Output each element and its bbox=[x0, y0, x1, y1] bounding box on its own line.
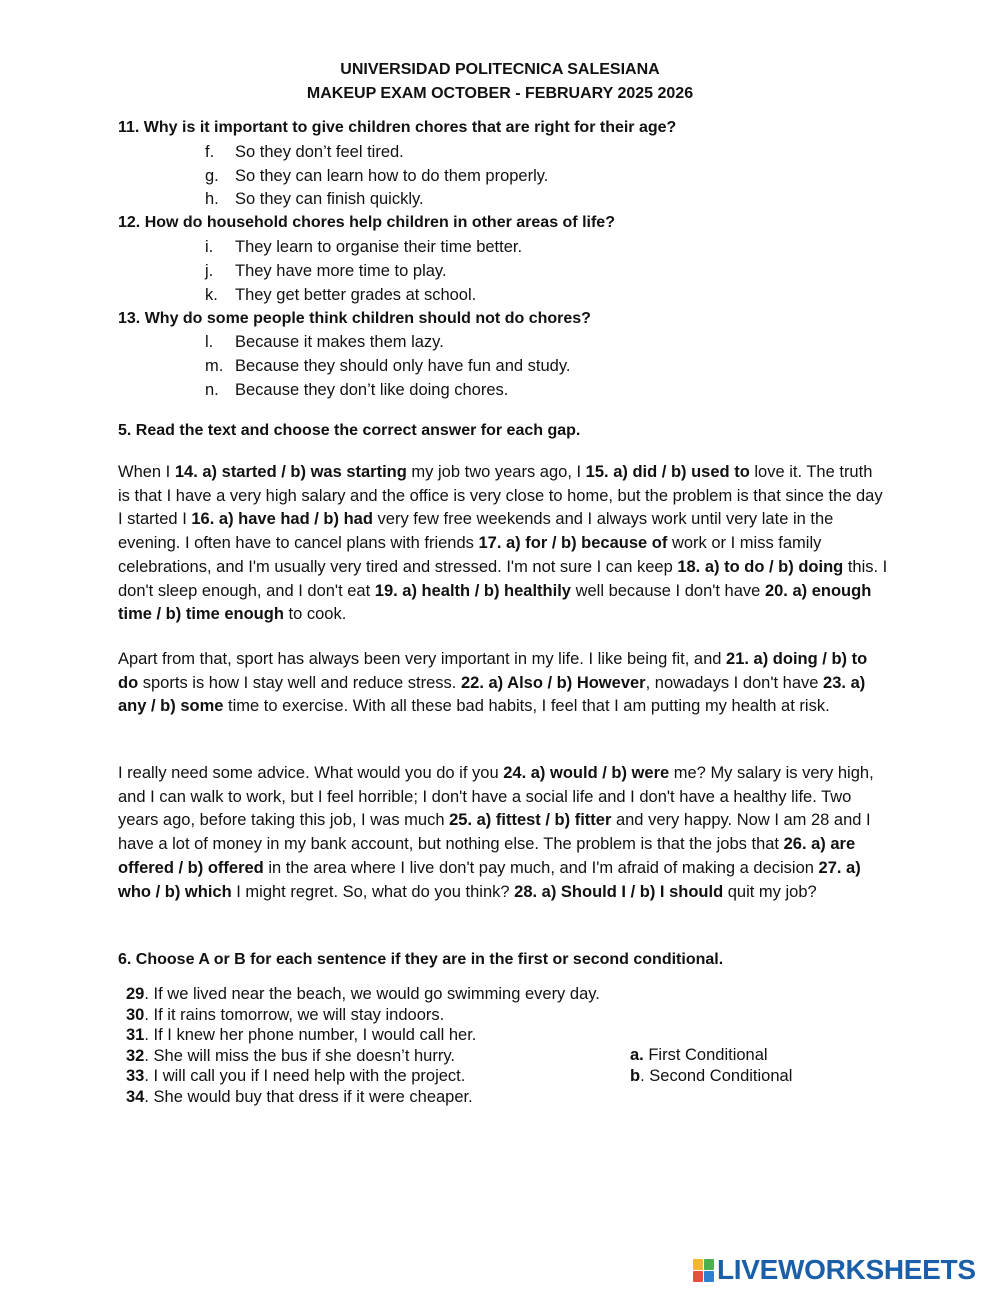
logo-text: LIVEWORKSHEETS bbox=[717, 1254, 976, 1285]
passage-text: I really need some advice. What would you do if you bbox=[118, 764, 504, 782]
sentence-text: . If we lived near the beach, we would go swimming every day. bbox=[144, 985, 600, 1003]
option-g[interactable] bbox=[205, 167, 548, 186]
gap-choice[interactable]: 26. a) are offered / b) offered bbox=[118, 835, 856, 877]
option-letter: g. bbox=[205, 167, 219, 185]
option-letter: i. bbox=[205, 238, 214, 256]
question-11: 11. Why is it important to give children chores that are right for their age? bbox=[118, 119, 677, 136]
sentence-text: . I will call you if I need help with the project. bbox=[144, 1067, 466, 1086]
gap-choice[interactable]: 27. a) who / b) which bbox=[118, 858, 861, 901]
sentence-text: . She would buy that dress if it were cheaper. bbox=[144, 1087, 473, 1106]
option-letter: k. bbox=[205, 286, 218, 304]
question-13: 13. Why do some people think children should not do chores? bbox=[118, 310, 591, 327]
section-6-title: 6. Choose A or B for each sentence if they are in the first or second conditional. bbox=[118, 951, 724, 968]
exam-title: MAKEUP EXAM OCTOBER - FEBRUARY 2025 2026 bbox=[306, 85, 694, 102]
gap-choice[interactable]: 28. a) Should I / b) I should bbox=[514, 882, 724, 901]
passage-text: When I bbox=[118, 463, 175, 481]
passage-text: Apart from that, sport has always been very important in my life. I like being fit, and bbox=[118, 650, 727, 668]
option-l[interactable] bbox=[205, 333, 444, 352]
passage-text: in the area where I live don't pay much, and I'm afraid of making a decision bbox=[263, 858, 819, 877]
passage-text: and very happy. Now I am 28 and I have a lot of money in my bank account, but nothing else. The problem is that the jobs that bbox=[118, 811, 871, 854]
logo-tile bbox=[693, 1271, 703, 1282]
conditional-sentence-list bbox=[126, 984, 611, 1108]
option-text: Because they don’t like doing chores. bbox=[235, 381, 509, 399]
option-text: They have more time to play. bbox=[235, 262, 447, 280]
sentence-text: . If I knew her phone number, I would call her. bbox=[144, 1026, 477, 1045]
logo-tile bbox=[693, 1259, 703, 1270]
option-letter: n. bbox=[205, 381, 219, 399]
answer-label: . Second Conditional bbox=[640, 1067, 793, 1085]
passage-text: well because I don't have bbox=[570, 581, 765, 600]
answer-first-conditional bbox=[630, 1045, 768, 1066]
sentence-33 bbox=[126, 1066, 611, 1087]
sentence-number: 29 bbox=[126, 985, 145, 1003]
sentence-31 bbox=[126, 1025, 611, 1046]
gap-choice[interactable]: 21. a) doing / b) to do bbox=[118, 650, 868, 692]
logo-tile bbox=[704, 1259, 714, 1270]
passage-text: sports is how I stay well and reduce stress. bbox=[138, 673, 461, 692]
option-text: They get better grades at school. bbox=[235, 286, 477, 304]
passage-text: me? My salary is very high, and I can walk to work, but I feel horrible; I don't have a social life and I don't have a healthy life. Two years ago, before taking this job, I was much bbox=[118, 764, 874, 830]
passage-text: time to exercise. With all these bad habits, I feel that I am putting my health at risk. bbox=[223, 697, 830, 716]
answer-second-conditional bbox=[630, 1066, 792, 1087]
liveworksheets-logo-icon bbox=[693, 1259, 713, 1281]
sentence-29 bbox=[126, 984, 611, 1005]
gap-choice[interactable]: 15. a) did / b) used to bbox=[585, 463, 750, 481]
reading-paragraph-1 bbox=[118, 461, 888, 627]
option-n[interactable] bbox=[205, 381, 508, 400]
question-12: 12. How do household chores help children in other areas of life? bbox=[118, 214, 615, 231]
gap-choice[interactable]: 25. a) fittest / b) fitter bbox=[449, 811, 612, 830]
option-text: So they can finish quickly. bbox=[235, 190, 424, 208]
gap-choice[interactable]: 18. a) to do / b) doing bbox=[677, 557, 844, 576]
passage-text: to cook. bbox=[283, 605, 347, 624]
passage-text: , nowadays I don't have bbox=[645, 673, 824, 692]
option-k[interactable] bbox=[205, 286, 476, 305]
sentence-text: . If it rains tomorrow, we will stay indoors. bbox=[144, 1005, 445, 1024]
sentence-number: 34 bbox=[126, 1087, 145, 1106]
liveworksheets-logo bbox=[693, 1255, 976, 1285]
sentence-text: . She will miss the bus if she doesn’t hurry. bbox=[144, 1046, 455, 1065]
answer-label: First Conditional bbox=[643, 1046, 768, 1064]
option-j[interactable] bbox=[205, 262, 447, 281]
sentence-34 bbox=[126, 1087, 611, 1108]
passage-text: my job two years ago, I bbox=[406, 463, 586, 481]
passage-text: I might regret. So, what do you think? bbox=[231, 882, 515, 901]
logo-tile bbox=[704, 1271, 714, 1282]
option-f[interactable] bbox=[205, 143, 404, 162]
reading-paragraph-2 bbox=[118, 648, 888, 719]
reading-paragraph-3 bbox=[118, 762, 888, 904]
option-letter: l. bbox=[205, 333, 214, 351]
option-i[interactable] bbox=[205, 238, 522, 257]
passage-text: quit my job? bbox=[723, 882, 817, 901]
passage-text: work or I miss family celebrations, and I'm usually very tired and stressed. I'm not sure I can keep bbox=[118, 534, 822, 576]
option-letter: m. bbox=[205, 357, 224, 375]
sentence-number: 32 bbox=[126, 1046, 145, 1065]
answer-key: a. bbox=[630, 1046, 644, 1064]
sentence-number: 30 bbox=[126, 1005, 145, 1024]
university-title: UNIVERSIDAD POLITECNICA SALESIANA bbox=[340, 61, 660, 78]
option-letter: h. bbox=[205, 190, 219, 208]
sentence-30 bbox=[126, 1005, 611, 1026]
gap-choice[interactable]: 24. a) would / b) were bbox=[503, 764, 670, 782]
sentence-32 bbox=[126, 1046, 611, 1067]
gap-choice[interactable]: 16. a) have had / b) had bbox=[191, 510, 373, 529]
section-5-title: 5. Read the text and choose the correct answer for each gap. bbox=[118, 422, 581, 439]
passage-text: love it. The truth is that I have a very high salary and the office is very close to home, but the problem is that since the day I started I bbox=[118, 463, 883, 529]
passage-text: this. I don't sleep enough, and I don't eat bbox=[118, 557, 888, 600]
gap-choice[interactable]: 20. a) enough time / b) time enough bbox=[118, 581, 872, 624]
option-text: Because they should only have fun and study. bbox=[235, 357, 571, 375]
option-text: They learn to organise their time better. bbox=[235, 238, 523, 256]
option-text: Because it makes them lazy. bbox=[235, 333, 444, 351]
option-letter: j. bbox=[205, 262, 214, 280]
gap-choice[interactable]: 14. a) started / b) was starting bbox=[174, 463, 407, 481]
gap-choice[interactable]: 19. a) health / b) healthily bbox=[374, 581, 571, 600]
gap-choice[interactable]: 17. a) for / b) because of bbox=[478, 534, 668, 553]
passage-text: very few free weekends and I always work until very late in the evening. I often have to cancel plans with friends bbox=[118, 510, 834, 553]
option-letter: f. bbox=[205, 143, 215, 161]
answer-key: b bbox=[630, 1067, 641, 1085]
gap-choice[interactable]: 22. a) Also / b) However bbox=[460, 673, 646, 692]
option-h[interactable] bbox=[205, 190, 424, 209]
option-text: So they can learn how to do them properly. bbox=[235, 167, 549, 185]
option-m[interactable] bbox=[205, 357, 570, 376]
sentence-number: 33 bbox=[126, 1067, 145, 1086]
gap-choice[interactable]: 23. a) any / b) some bbox=[118, 673, 866, 716]
sentence-number: 31 bbox=[126, 1026, 145, 1045]
option-text: So they don’t feel tired. bbox=[235, 143, 404, 161]
